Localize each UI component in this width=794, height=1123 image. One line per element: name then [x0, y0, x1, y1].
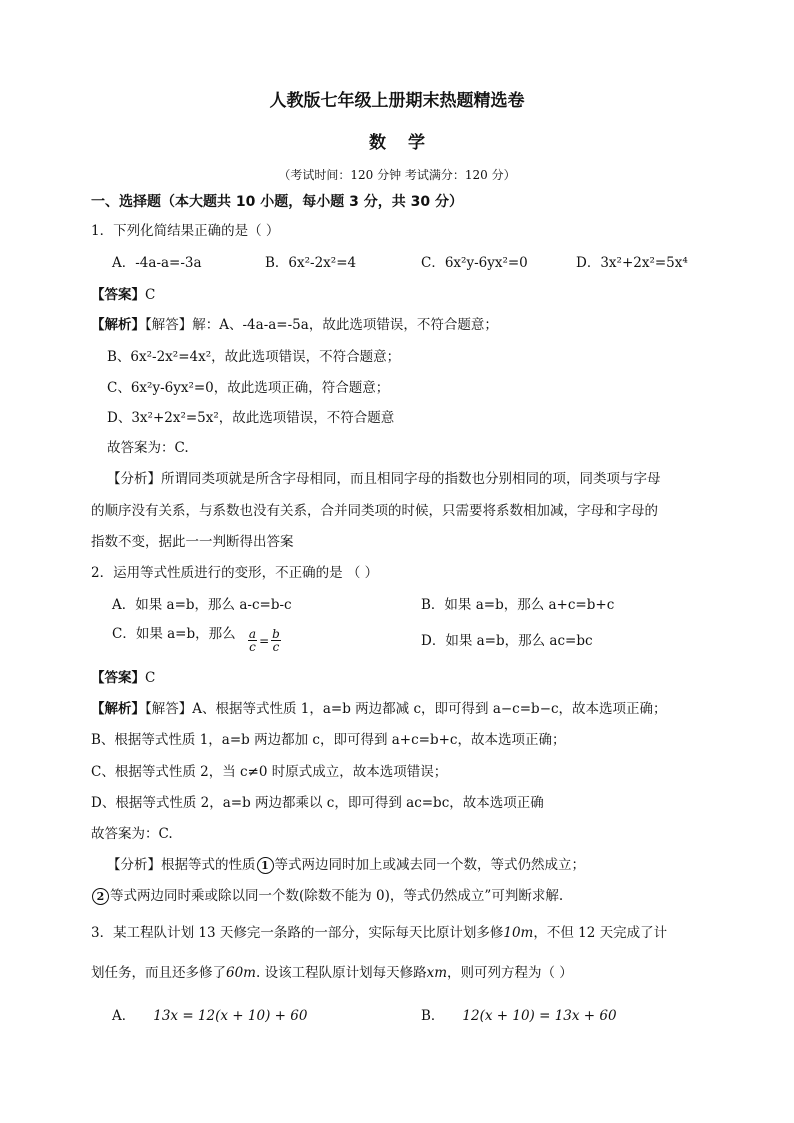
q2-option-c: [112, 622, 281, 653]
q2-option-a: A．如果 a=b，那么 a-c=b-c: [112, 597, 292, 613]
fraction-a-over-c: $\frac{a}{c}$: [248, 627, 257, 654]
q2-analysis-line-2: B、根据等式性质 1，a=b 两边都加 c，即可得到 a+c=b+c，故本选项正确；: [91, 732, 566, 748]
q1-analysis-line-4: D、3x²+2x²=5x²，故此选项错误，不符合题意: [107, 410, 395, 426]
fraction-equals: =: [259, 633, 270, 648]
circled-number-2: 2: [92, 888, 109, 905]
analysis-label: 【解析】: [91, 701, 145, 717]
q2-analysis-line-4: D、根据等式性质 2，a=b 两边都乘以 c，即可得到 ac=bc，故本选项正确: [91, 795, 544, 811]
answer-value: C: [145, 670, 156, 686]
exam-info: （考试时间：120 分钟 考试满分：120 分）: [278, 168, 516, 182]
fraction-b-over-c: $\frac{b}{c}$: [272, 627, 280, 654]
analysis-text: 【解答】解：A、-4a-a=-5a，故此选项错误，不符合题意；: [145, 317, 498, 333]
q2-fenxi-line-1: 【分析】根据等式的性质 1 等式两边同时加上或减去同一个数，等式仍然成立；: [107, 857, 585, 873]
q1-fenxi-line-2: 的顺序没有关系，与系数也没有关系，合并同类项的时候，只需要将系数相加减，字母和字母的: [91, 503, 658, 519]
section-heading: 一、选择题（本大题共 10 小题，每小题 3 分，共 30 分）: [91, 194, 463, 210]
subject-title: 数学: [369, 133, 447, 153]
q1-answer: [91, 283, 155, 303]
q2-answer: [91, 666, 155, 686]
q1-fenxi-line-3: 指数不变，据此一一判断得出答案: [91, 534, 294, 550]
q3-option-a: A． 13x = 12(x + 10) + 60: [112, 1008, 308, 1024]
q2-option-d: D．如果 a=b，那么 ac=bc: [421, 633, 593, 649]
q1-analysis-line-1: [91, 313, 498, 333]
q2-analysis-line-5: 故答案为：C.: [91, 826, 173, 842]
q2-option-b: B．如果 a=b，那么 a+c=b+c: [421, 597, 615, 613]
q1-option-a: A．-4a-a=-3a: [112, 255, 202, 271]
q2-option-c-text: C．如果 a=b，那么: [112, 626, 236, 642]
q2-analysis-line-1: [91, 697, 667, 717]
q2-analysis-line-3: C、根据等式性质 2，当 c≠0 时原式成立，故本选项错误；: [91, 764, 448, 780]
fraction-expression: [240, 628, 281, 653]
q1-analysis-line-2: B、6x²-2x²=4x²，故此选项错误，不符合题意；: [107, 349, 401, 365]
answer-value: C: [145, 287, 156, 303]
answer-label: 【答案】: [91, 670, 145, 686]
q2-fenxi-line-2: 2 等式两边同时乘或除以同一个数(除数不能为 0)，等式仍然成立”可判断求解.: [91, 884, 563, 905]
analysis-text: 【解答】A、根据等式性质 1，a=b 两边都减 c，即可得到 a−c=b−c，故本选项正确；: [145, 701, 667, 717]
q1-option-b: B．6x²-2x²=4: [265, 255, 357, 271]
q1-analysis-line-3: C、6x²y-6yx²=0，故此选项正确，符合题意；: [107, 380, 390, 396]
q3-stem-line-1: 3．某工程队计划 13 天修完一条路的一部分，实际每天比原计划多修10m，不但 12 天完成了计: [91, 925, 668, 941]
page-title: 人教版七年级上册期末热题精选卷: [269, 91, 525, 111]
q1-fenxi-line-1: 【分析】所谓同类项就是所含字母相同，而且相同字母的指数也分别相同的项，同类项与字母: [107, 471, 661, 487]
q1-option-d: D．3x²+2x²=5x⁴: [576, 255, 688, 271]
q1-stem: 1．下列化简结果正确的是（ ）: [91, 223, 280, 239]
circled-number-1: 1: [257, 857, 274, 874]
q1-option-c: C．6x²y-6yx²=0: [421, 255, 528, 271]
q1-analysis-line-5: 故答案为：C.: [107, 440, 189, 456]
answer-label: 【答案】: [91, 287, 145, 303]
q3-option-b: B． 12(x + 10) = 13x + 60: [421, 1008, 617, 1024]
analysis-label: 【解析】: [91, 317, 145, 333]
q3-stem-line-2: 划任务，而且还多修了60m. 设该工程队原计划每天修路xm，则可列方程为（ ）: [91, 965, 573, 981]
q2-stem: 2．运用等式性质进行的变形，不正确的是 （ ）: [91, 565, 379, 581]
